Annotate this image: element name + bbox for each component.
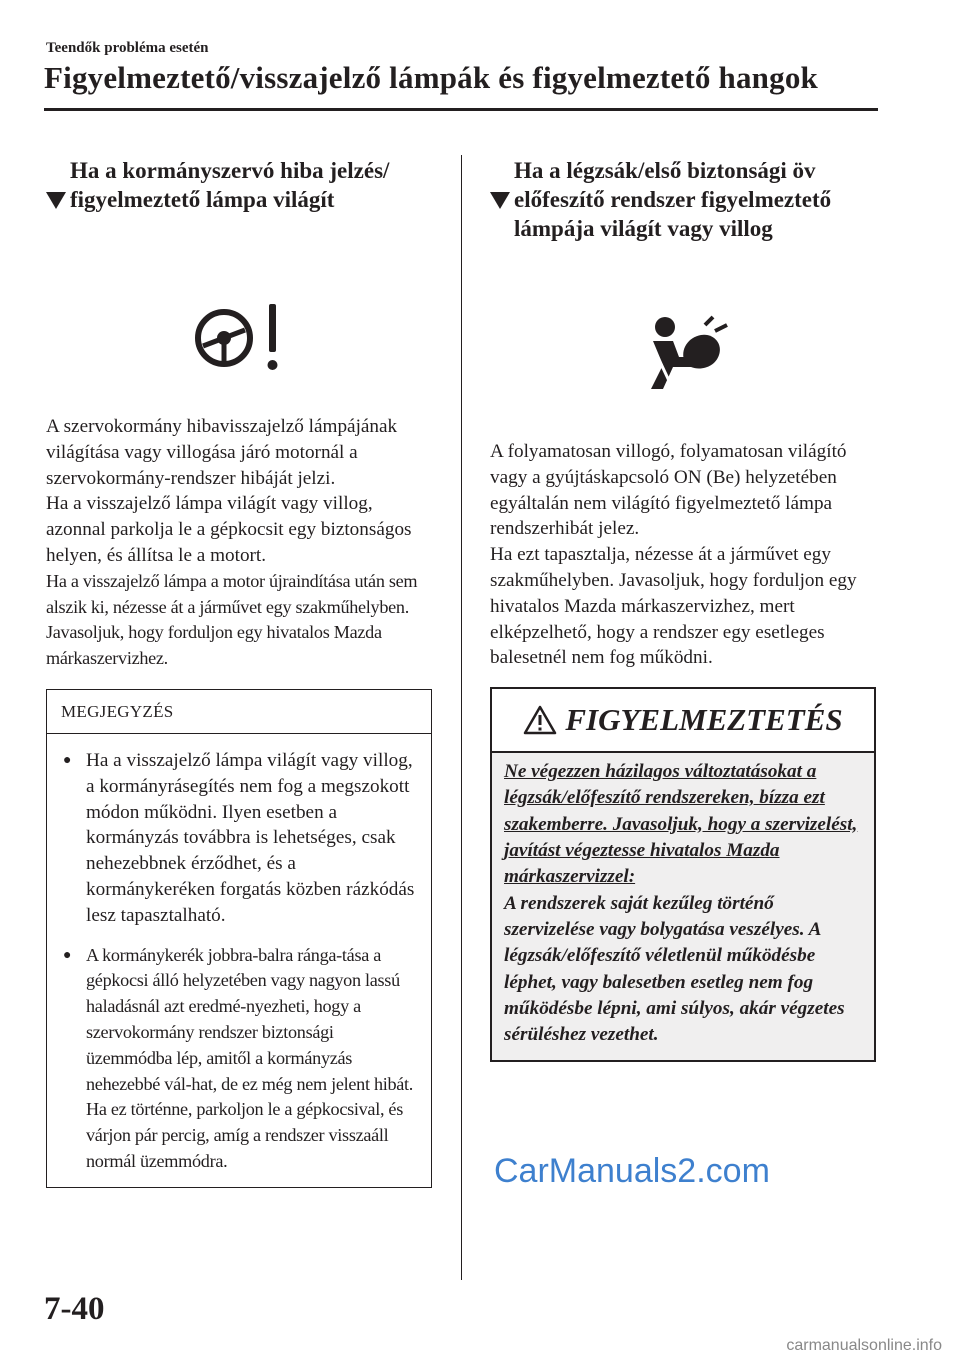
left-column bbox=[46, 156, 434, 1188]
warning-header bbox=[492, 689, 874, 753]
section-label: Teendők probléma esetén bbox=[46, 40, 209, 56]
note-bullet-text: Ha a visszajelző lámpa világít vagy villog, a kormányrásegítés nem fog a megszokott módon működni. Ilyen esetben a kormányzás továbbra is lehetséges, csak nehezebbnek érződhet, és a kormánykeréken forgatás közben rázkódás lesz tapasztalható. bbox=[86, 749, 415, 926]
page-title: Figyelmeztető/visszajelző lámpák és figyelmeztető hangok bbox=[44, 60, 818, 95]
steering-warning-icon bbox=[46, 302, 434, 374]
right-heading-text: Ha a légzsák/első biztonsági öv előfeszítő rendszer figyelmeztető lámpája világít vagy villog bbox=[514, 158, 832, 241]
warning-box bbox=[490, 687, 876, 1062]
column-divider bbox=[461, 155, 462, 1280]
note-bullet bbox=[59, 943, 419, 1175]
left-heading-text: Ha a kormányszervó hiba jelzés/ figyelmeztető lámpa világít bbox=[70, 158, 390, 212]
warning-underlined-text: Ne végezzen házilagos változtatásokat a légzsák/előfeszítő rendszereken, bízza ezt szakemberre. Javasoljuk, hogy a szervizelést, javítást végeztesse hivatalos Mazda márkaszervizzel: bbox=[504, 761, 858, 888]
warning-text: A rendszerek saját kezűleg történő szervizelése vagy bolygatása veszélyes. A légzsák/előfeszítő véletlenül működésbe léphet, vagy balesetben esetleg nem fog működésbe lépni, ami súlyos, akár végzetes sérüléshez vezethet. bbox=[504, 892, 845, 1046]
watermark: CarManuals2.com bbox=[494, 1152, 770, 1190]
triangle-down-icon bbox=[46, 163, 70, 238]
left-paragraph-2: Ha a visszajelző lámpa világít vagy villog, azonnal parkolja le a gépkocsit egy biztonságos helyen, és állítsa le a motort. bbox=[46, 493, 412, 566]
airbag-warning-icon bbox=[490, 315, 876, 391]
note-box bbox=[46, 689, 432, 1188]
warning-triangle-icon bbox=[523, 705, 557, 735]
bullet-dot-icon: ● bbox=[63, 752, 72, 768]
title-rule bbox=[44, 108, 878, 111]
left-heading bbox=[46, 156, 434, 238]
note-bullet-text: A kormánykerék jobbra-balra ránga-tása a gépkocsi álló helyzetében vagy nagyon lassú haladásnál azt eredmé-nyezheti, hogy a szervokormány rendszer biztonsági üzemmódba lép, amitől a kormányzás nehezebbé vál-hat, de ez még nem jelent hibát. Ha ez történne, parkoljon le a gépkocsival, és várjon pár percig, amíg a rendszer visszaáll normál üzemmódra. bbox=[86, 944, 414, 1171]
triangle-down-icon bbox=[490, 163, 514, 238]
left-paragraph-3: Ha a visszajelző lámpa a motor újraindítása után sem alszik ki, nézesse át a járművet egy szakműhelyben. Javasoljuk, hogy forduljon egy hivatalos Mazda márkaszervizhez. bbox=[46, 570, 418, 669]
note-bullet bbox=[59, 748, 419, 929]
note-title: MEGJEGYZÉS bbox=[47, 690, 431, 734]
warning-body bbox=[492, 753, 874, 1060]
right-paragraph-2: Ha ezt tapasztalja, nézesse át a járművet egy szakműhelyben. Javasoljuk, hogy forduljon egy hivatalos Mazda márkaszervizhez, mert elképzelhető, hogy a rendszer egy esetleges balesetnél nem fog működni. bbox=[490, 544, 857, 669]
right-paragraph-1: A folyamatosan villogó, folyamatosan világító vagy a gyújtáskapcsoló ON (Be) helyzetében egyáltalán nem világító figyelmeztető lámpa rendszerhibát jelez. bbox=[490, 441, 847, 540]
page-number: 7-40 bbox=[44, 1291, 105, 1327]
note-body bbox=[47, 734, 431, 1187]
right-column bbox=[490, 156, 876, 1062]
warning-title: FIGYELMEZTETÉS bbox=[565, 702, 843, 738]
right-heading bbox=[490, 156, 876, 243]
left-paragraph-1: A szervokormány hibavisszajelző lámpájának világítása vagy villogása járó motornál a szervokormány-rendszer hibáját jelzi. bbox=[46, 416, 398, 489]
footer-watermark: carmanualsonline.info bbox=[786, 1337, 942, 1354]
bullet-dot-icon: ● bbox=[63, 947, 72, 963]
